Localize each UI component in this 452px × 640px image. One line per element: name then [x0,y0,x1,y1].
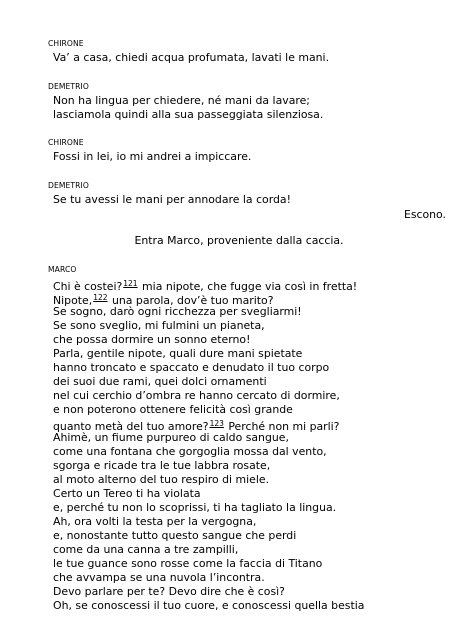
speaker-name: MARCO [48,265,77,274]
verse-line: nel cui cerchio d’ombra re hanno cercato di dormire, [53,389,340,402]
footnote-link[interactable]: 122 [93,293,108,302]
speaker-name: DEMETRIO [48,181,89,190]
verse-text: una parola, dov’è tuo marito? [108,294,274,307]
speaker-name: DEMETRIO [48,82,89,91]
verse-line: Devo parlare per te? Devo dire che è così? [53,585,285,598]
verse-line: e non poterono ottenere felicità così grande [53,403,293,416]
verse-line: lasciamola quindi alla sua passeggiata silenziosa. [53,108,324,121]
verse-line: sgorga e ricade tra le tue labbra rosate, [53,459,271,472]
verse-line [53,291,364,305]
verse-line: Va’ a casa, chiedi acqua profumata, lavati le mani. [53,51,330,64]
verse-line: Ah, ora volti la testa per la vergogna, [53,515,257,528]
verse-line: Certo un Tereo ti ha violata [53,487,201,500]
verse-line: che possa dormire un sonno eterno! [53,333,251,346]
verse-text: Perché non mi parli? [224,420,340,433]
verse-text: Chi è costei? [53,280,123,293]
verse-text: quanto metà del tuo amore? [53,420,209,433]
verse-line: Se sogno, darò ogni ricchezza per svegliarmi! [53,305,302,318]
speech [53,277,364,613]
footnote-link[interactable]: 123 [209,419,224,428]
verse-line: come da una canna a tre zampilli, [53,543,239,556]
speaker-name: CHIRONE [48,39,84,48]
verse-line: come una fontana che gorgoglia mossa dal vento, [53,445,327,458]
verse-line: Se tu avessi le mani per annodare la corda! [53,193,291,206]
verse-line [53,417,364,431]
speech [53,193,291,207]
verse-line: che avvampa se una nuvola l’incontra. [53,571,265,584]
speech [53,51,329,65]
speaker-name: CHIRONE [48,138,84,147]
verse-text: mia nipote, che fugge via così in fretta! [138,280,358,293]
verse-line: Fossi in lei, io mi andrei a impiccare. [53,150,252,163]
verse-line: Se sono sveglio, mi fulmini un pianeta, [53,319,265,332]
stage-direction-entrance: Entra Marco, proveniente dalla caccia. [134,234,344,247]
verse-line [53,277,364,291]
verse-line: e, nonostante tutto questo sangue che perdi [53,529,297,542]
verse-line: Non ha lingua per chiedere, né mani da lavare; [53,94,310,107]
stage-direction-exit: Escono. [403,208,446,221]
verse-text: Nipote, [53,294,93,307]
verse-line: Oh, se conoscessi il tuo cuore, e conoscessi quella bestia [53,599,365,612]
verse-line: dei suoi due rami, quei dolci ornamenti [53,375,267,388]
speech [53,150,251,164]
footnote-link[interactable]: 121 [123,279,138,288]
verse-line: e, perché tu non lo scoprissi, ti ha tagliato la lingua. [53,501,337,514]
speech [53,94,323,122]
verse-line: Ahimè, un fiume purpureo di caldo sangue, [53,431,289,444]
verse-line: Parla, gentile nipote, quali dure mani spietate [53,347,303,360]
verse-line: al moto alterno del tuo respiro di miele. [53,473,270,486]
verse-line: le tue guance sono rosse come la faccia di Titano [53,557,323,570]
verse-line: hanno troncato e spaccato e denudato il tuo corpo [53,361,330,374]
